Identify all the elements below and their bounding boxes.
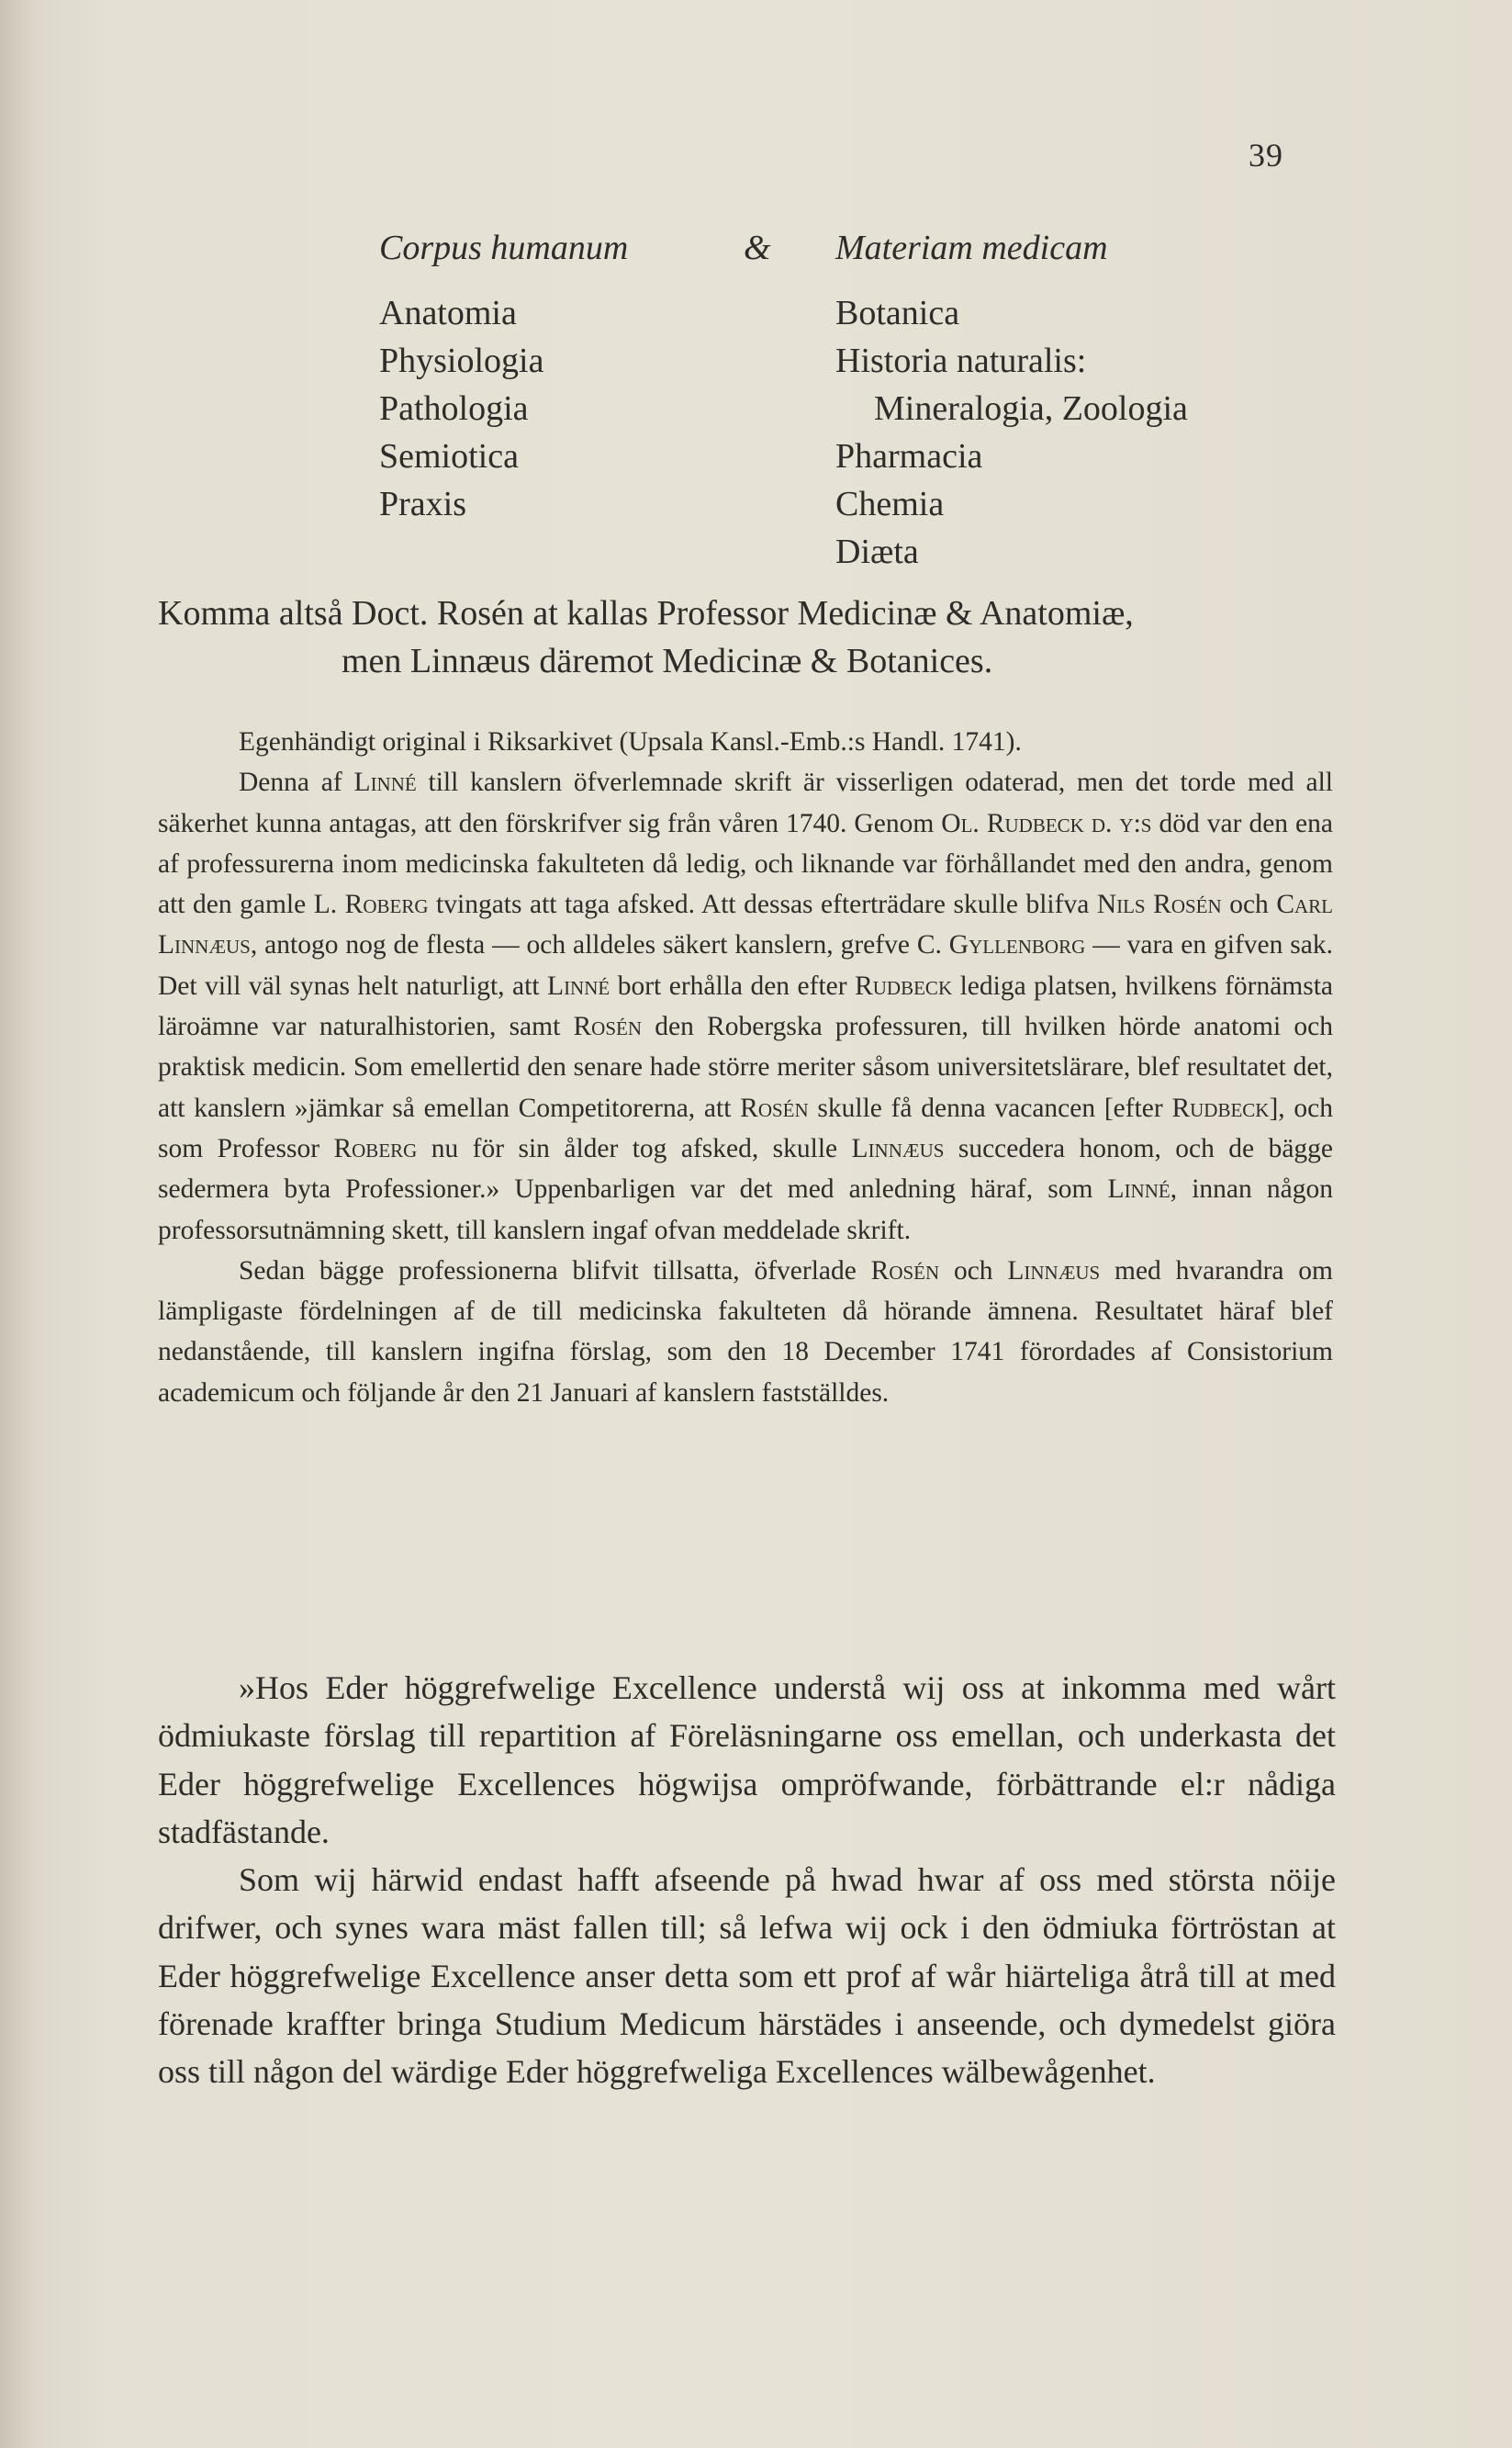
subject-item: Mineralogia, Zoologia bbox=[874, 389, 1188, 428]
person-name: Carl Linnæus bbox=[158, 890, 1334, 960]
subject-item: Semiotica bbox=[379, 437, 519, 476]
letter-text bbox=[158, 1664, 1336, 2096]
person-name: Linné bbox=[1107, 1174, 1170, 1205]
remark-line: men Linnæus däremot Medicinæ & Botanices. bbox=[342, 642, 993, 680]
text-run: tvingats att taga afsked. Att dessas efterträdare skulle blifva bbox=[428, 890, 1097, 920]
subject-item: Chemia bbox=[835, 485, 945, 523]
subject-item: Praxis bbox=[379, 485, 466, 523]
page-number: 39 bbox=[1249, 137, 1283, 174]
person-name: Nils Rosén bbox=[1096, 890, 1222, 920]
heading-ampersand: & bbox=[744, 229, 771, 267]
text-run: , innan någon professorsutnämning skett, till kanslern ingaf ofvan meddelade skrift. bbox=[158, 1174, 1333, 1245]
person-name: Rudbeck bbox=[1171, 1093, 1270, 1123]
text-run: succedera honom, och de bägge sedermera byta Professioner.» Uppenbarligen var det med anledning häraf, som bbox=[158, 1133, 1334, 1205]
text-run: , antogo nog de flesta — och alldeles säkert kanslern, grefve bbox=[250, 930, 917, 960]
source-note: Egenhändigt original i Riksarkivet (Upsala Kansl.-Emb.:s Handl. 1741). bbox=[239, 727, 1022, 757]
subject-list-right bbox=[835, 289, 1188, 576]
text-run: död var den ena af professurerna inom medicinska fakulteten då ledig, och liknande var förhållandet med den andra, genom att den gamle bbox=[158, 808, 1333, 920]
letter-paragraph: »Hos Eder höggrefwelige Excellence understå wij oss at inkomma med wårt ödmiukaste förslag till repartition af Föreläsningarne oss emellan, och underkasta det Eder höggrefwelige Excellences högwijsa ompröfwande, förbättrande el:r nådiga stadfästande. bbox=[158, 1669, 1336, 1850]
remark bbox=[158, 590, 1351, 685]
heading-corpus-humanum: Corpus humanum bbox=[379, 229, 629, 267]
text-run: bort erhålla den efter bbox=[610, 971, 856, 1001]
subject-item: Physiologia bbox=[379, 342, 544, 380]
subject-item: Pharmacia bbox=[835, 437, 983, 476]
person-name: L. Roberg bbox=[313, 890, 429, 920]
note-paragraph bbox=[158, 762, 1333, 1251]
person-name: Ol. Rudbeck d. y:s bbox=[941, 808, 1152, 838]
subject-item: Botanica bbox=[835, 294, 960, 332]
person-name: Linné bbox=[547, 971, 610, 1001]
text-run: — vara en gifven sak. Det vill väl synas helt naturligt, att bbox=[158, 930, 1334, 1001]
heading-materiam-medicam: Materiam medicam bbox=[835, 229, 1108, 267]
subject-item: Pathologia bbox=[379, 389, 529, 428]
person-name: Roberg bbox=[333, 1133, 418, 1163]
editorial-notes bbox=[158, 722, 1333, 1413]
text-run: och bbox=[939, 1255, 1008, 1286]
letter-paragraph: Som wij härwid endast hafft afseende på hwad hwar af oss med största nöije drifwer, och synes wara mäst fallen till; så lefwa wij ock i den ödmiuka förtröstan at Eder höggrefwelige Excellence anser detta som ett prof af wår hiärteliga åtrå till at med förenade kraffter bringa Studium Medicum härstädes i anseende, och dymedelst giöra oss till någon del wärdige Eder höggrefweliga Excellences wälbewågenhet. bbox=[158, 1861, 1336, 2091]
text-run: till kanslern öfverlemnade skrift är visserligen odaterad, men det torde med all säkerhet kunna antagas, att den förskrifver sig från våren 1740. Genom bbox=[158, 768, 1333, 838]
subject-item: Anatomia bbox=[379, 294, 517, 332]
text-run: med hvarandra om lämpligaste fördelningen af de till medicinska fakulteten då hörande ämnena. Resultatet häraf blef nedanstående, till kanslern ingifna förslag, som den 18 December 1741 förordades af Consistorium academicum och följande år den 21 Januari af kanslern fastställdes. bbox=[158, 1255, 1334, 1408]
text-run: nu för sin ålder tog afsked, skulle bbox=[417, 1133, 852, 1163]
text-run: Sedan bägge professionerna blifvit tillsatta, öfverlade bbox=[239, 1255, 871, 1286]
text-run: ], och som Professor bbox=[158, 1093, 1333, 1163]
subject-list-left bbox=[379, 289, 543, 528]
subject-item: Diæta bbox=[835, 533, 919, 571]
table-heading bbox=[0, 228, 1512, 274]
person-name: Rosén bbox=[870, 1255, 940, 1286]
text-run: och bbox=[1221, 890, 1277, 920]
note-paragraph bbox=[158, 1251, 1333, 1413]
text-run: skulle få denna vacancen [efter bbox=[808, 1093, 1172, 1123]
person-name: Rosén bbox=[573, 1012, 643, 1042]
text-run: den Robergska professuren, till hvilken hörde anatomi och praktisk medicin. Som emellertid den senare hade större meriter såsom universitetslärare, blef resultatet det, att kanslern »jämkar så emellan Competitorerna, att bbox=[158, 1012, 1333, 1123]
person-name: Rudbeck bbox=[855, 971, 953, 1001]
text-run: Denna af bbox=[239, 768, 354, 798]
subject-item: Historia naturalis: bbox=[835, 342, 1087, 380]
person-name: Rosén bbox=[740, 1093, 809, 1123]
person-name: Linnæus bbox=[851, 1133, 945, 1163]
person-name: C. Gyllenborg bbox=[916, 930, 1086, 960]
person-name: Linné bbox=[353, 768, 417, 798]
person-name: Linnæus bbox=[1007, 1255, 1101, 1286]
remark-line: Komma altså Doct. Rosén at kallas Professor Medicinæ & Anatomiæ, bbox=[158, 594, 1134, 633]
text-run: lediga platsen, hvilkens förnämsta läroämne var naturalhistorien, samt bbox=[158, 971, 1334, 1042]
